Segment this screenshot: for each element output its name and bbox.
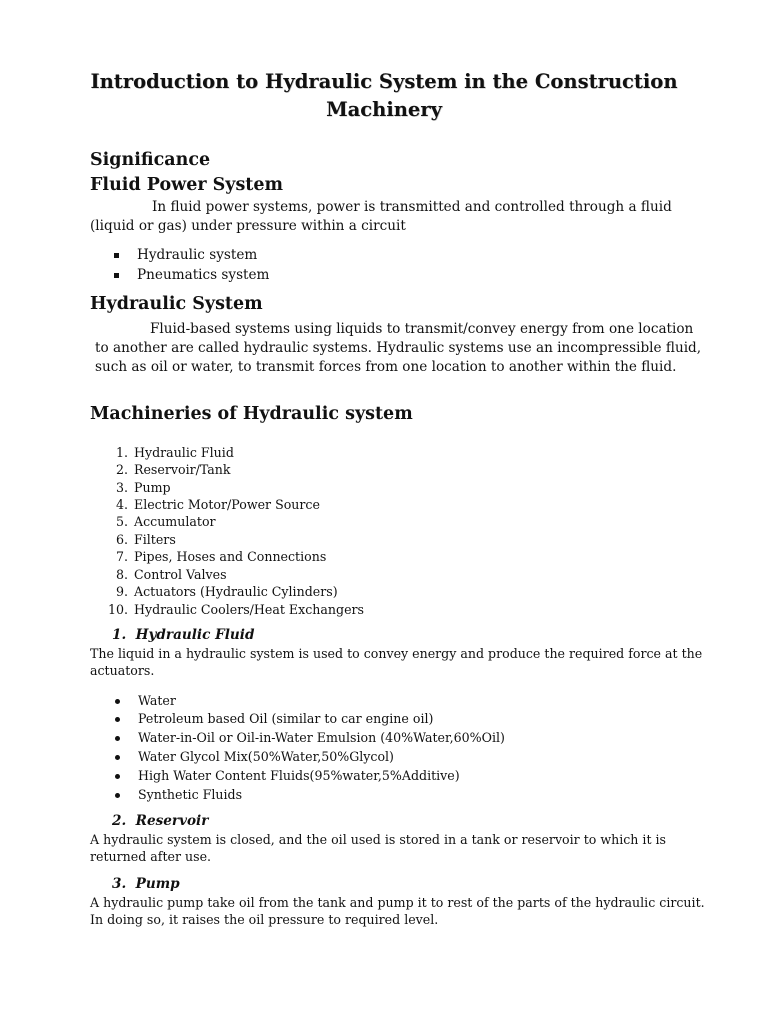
significance-heading: Significance — [90, 150, 211, 170]
fluid-subheading: 1. Hydraulic Fluid — [112, 627, 255, 643]
square-bullet-icon — [114, 253, 119, 258]
pump-subheading: 3. Pump — [112, 876, 180, 892]
title-line-1: Introduction to Hydraulic System in the Construction — [90, 70, 678, 93]
hydraulic-system-line-3: such as oil or water, to transmit forces from one location to another within the fluid. — [95, 359, 677, 375]
bullet-icon — [115, 774, 120, 779]
fluid-line-1: The liquid in a hydraulic system is used to convey energy and produce the required force at the — [90, 646, 703, 661]
square-bullet-icon — [114, 273, 119, 278]
bullet-icon — [115, 717, 120, 722]
bullet-icon — [115, 699, 120, 704]
reservoir-line-2: returned after use. — [90, 849, 212, 864]
reservoir-subheading: 2. Reservoir — [112, 813, 209, 829]
title-line-2: Machinery — [326, 98, 442, 121]
hydraulic-system-heading: Hydraulic System — [90, 294, 263, 314]
fluid-power-heading: Fluid Power System — [90, 175, 284, 195]
pump-line-2: In doing so, it raises the oil pressure to required level. — [90, 912, 439, 927]
hydraulic-system-line-2: to another are called hydraulic systems. Hydraulic systems use an incompressible fluid, — [95, 340, 702, 356]
document-page: Introduction to Hydraulic System in the Construction Machinery Significance Fluid Power System In fluid power systems, power is transmitted and controlled through a fluid (liquid or gas) under pressure within a circuit Hydraulic system Pneumatics system Hydraulic System Fluid-based systems using liquids to transmit/convey energy from one location to another are called hydraulic systems. Hydraulic systems use an incompressible fluid, such as oil or water, to transmit forces from one location to another within the fluid. Machineries of Hydraulic system 1. Hydraulic Fluid 2. Reservoir/Tank 3. Pump 4. Electric Motor/Power Source 5. Accumulator 6. Filters 7. Pipes, Hoses and Connections 8. Control Valves 9. Actuators (Hydraulic Cylinders) 10. Hydraulic Coolers/Heat Exchangers 1. Hydraulic Fluid The liquid in a hydraulic system is used to convey energy and produce the required force at the actuators. Water Petroleum based Oil (similar to car engine oil) Water-in-Oil or Oil-in-Water Emulsion (40%Water,60%Oil) Water Glycol Mix(50%Water,50%Glycol) High Water Content Fluids(95%water,5%Additive) Synthetic Fluids 2. Reservoir A hydraulic system is closed, and the oil used is stored in a tank or reservoir to which it is returned after use. 3. Pump A hydraulic pump take oil from the tank and pump it to rest of the parts of the hydraulic circuit. In doing so, it raises the oil pressure to required level. — [0, 0, 768, 1024]
bullet-icon — [115, 755, 120, 760]
machineries-heading: Machineries of Hydraulic system — [90, 404, 413, 424]
hydraulic-system-line-1: Fluid-based systems using liquids to transmit/convey energy from one location — [150, 321, 694, 337]
fluid-power-line-2: (liquid or gas) under pressure within a circuit — [90, 218, 406, 234]
bullet-icon — [115, 736, 120, 741]
document-title — [60, 68, 708, 124]
bullet-icon — [115, 793, 120, 798]
fluid-power-line-1: In fluid power systems, power is transmitted and controlled through a fluid — [152, 199, 672, 215]
pump-line-1: A hydraulic pump take oil from the tank and pump it to rest of the parts of the hydraulic circuit. — [90, 895, 705, 910]
reservoir-line-1: A hydraulic system is closed, and the oil used is stored in a tank or reservoir to which it is — [90, 832, 667, 847]
fluid-line-2: actuators. — [90, 663, 155, 678]
